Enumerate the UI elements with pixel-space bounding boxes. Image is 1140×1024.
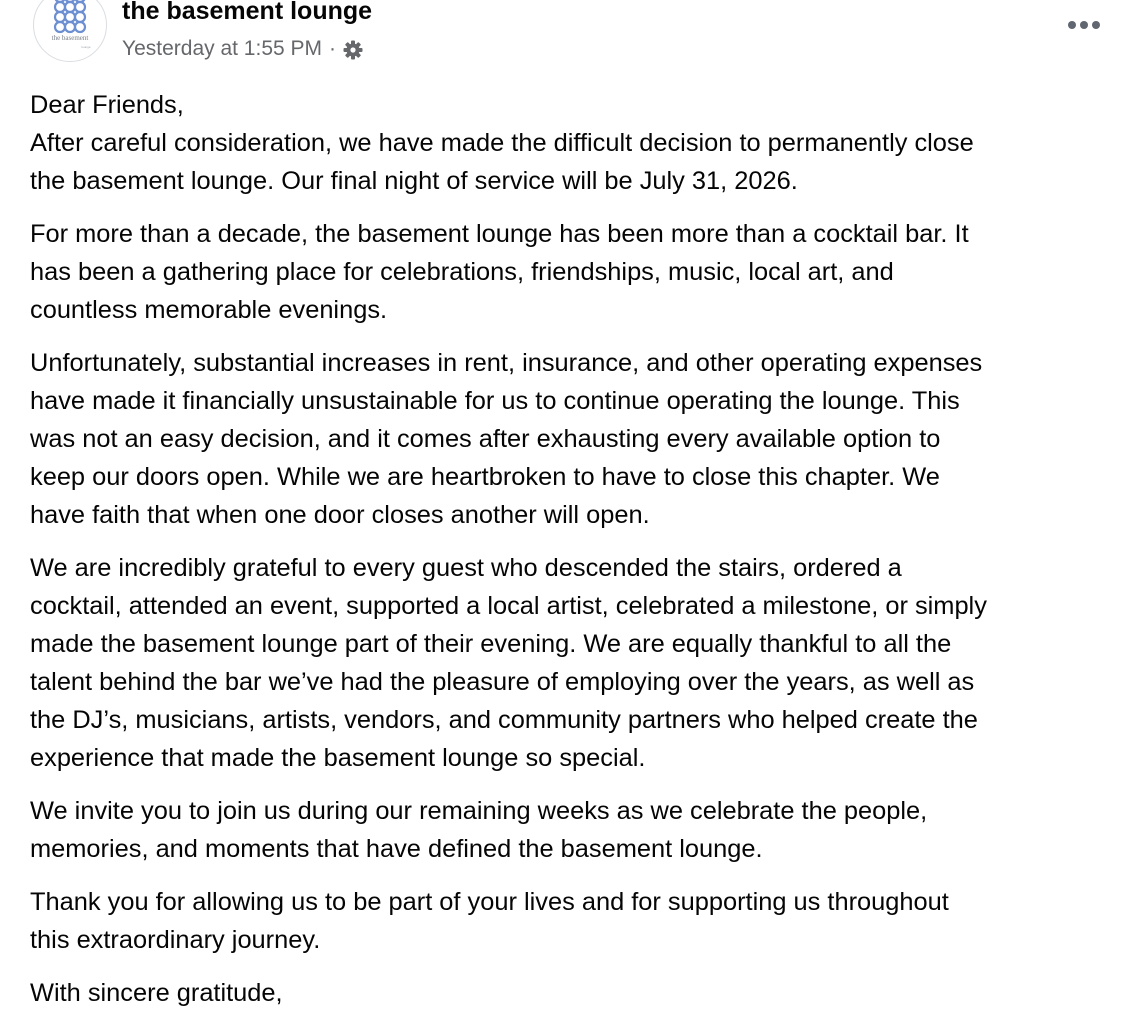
message-line: We are incredibly grateful to every guest who descended the stairs, ordered a <box>30 554 902 582</box>
more-dot <box>1080 21 1088 29</box>
message-line: Dear Friends, <box>30 91 184 119</box>
page-logo <box>34 0 106 61</box>
more-options-icon[interactable] <box>1060 10 1108 42</box>
message-line: has been a gathering place for celebrations, friendships, music, local art, and <box>30 258 894 286</box>
logo-ring <box>55 2 65 12</box>
message-line: the basement lounge. Our final night of service will be July 31, 2026. <box>30 167 798 195</box>
message-line: have faith that when one door closes another will open. <box>30 501 650 529</box>
message-line: countless memorable evenings. <box>30 296 388 324</box>
logo-ring <box>65 12 75 22</box>
message-paragraph <box>30 215 1130 329</box>
logo-ring <box>75 2 85 12</box>
message-line: Thank you for allowing us to be part of your lives and for supporting us throughout <box>30 888 949 916</box>
message-paragraph <box>30 86 1130 200</box>
more-dot <box>1092 21 1100 29</box>
logo-ring <box>65 2 75 12</box>
logo-ring <box>75 12 85 22</box>
page-avatar[interactable] <box>33 0 107 62</box>
post-timestamp[interactable]: Yesterday at 1:55 PM <box>122 37 323 60</box>
message-line: cocktail, attended an event, supported a local artist, celebrated a milestone, or simply <box>30 592 987 620</box>
message-paragraph <box>30 974 1130 1012</box>
message-paragraph <box>30 344 1130 534</box>
page-name-link[interactable]: the basement lounge <box>122 0 373 25</box>
gear-icon[interactable] <box>341 38 365 62</box>
avatar-logo-text: the basement <box>51 34 89 42</box>
post-message <box>30 86 1130 1024</box>
post-meta <box>122 33 365 65</box>
message-line: made the basement lounge part of their evening. We are equally thankful to all the <box>30 630 952 658</box>
message-paragraph <box>30 549 1130 777</box>
avatar-logo-subtext: lounge <box>81 45 91 49</box>
message-line: the DJ’s, musicians, artists, vendors, and community partners who helped create the <box>30 706 978 734</box>
message-line: keep our doors open. While we are heartbroken to have to close this chapter. We <box>30 463 940 491</box>
message-line: talent behind the bar we’ve had the pleasure of employing over the years, as well as <box>30 668 975 696</box>
logo-ring <box>55 22 65 32</box>
message-paragraph <box>30 792 1130 868</box>
message-line: memories, and moments that have defined the basement lounge. <box>30 835 763 863</box>
logo-ring <box>55 12 65 22</box>
message-line: After careful consideration, we have made the difficult decision to permanently close <box>30 129 974 157</box>
message-line: For more than a decade, the basement lounge has been more than a cocktail bar. It <box>30 220 969 248</box>
message-paragraph <box>30 883 1130 959</box>
message-line: Unfortunately, substantial increases in rent, insurance, and other operating expenses <box>30 349 983 377</box>
message-line: have made it financially unsustainable for us to continue operating the lounge. This <box>30 387 960 415</box>
message-line: this extraordinary journey. <box>30 926 321 954</box>
logo-ring <box>65 22 75 32</box>
message-line: We invite you to join us during our remaining weeks as we celebrate the people, <box>30 797 928 825</box>
more-dot <box>1068 21 1076 29</box>
message-line: With sincere gratitude, <box>30 979 283 1007</box>
logo-ring <box>75 22 85 32</box>
message-line: was not an easy decision, and it comes after exhausting every available option to <box>30 425 941 453</box>
message-line: experience that made the basement lounge so special. <box>30 744 646 772</box>
meta-separator: · <box>329 37 337 60</box>
